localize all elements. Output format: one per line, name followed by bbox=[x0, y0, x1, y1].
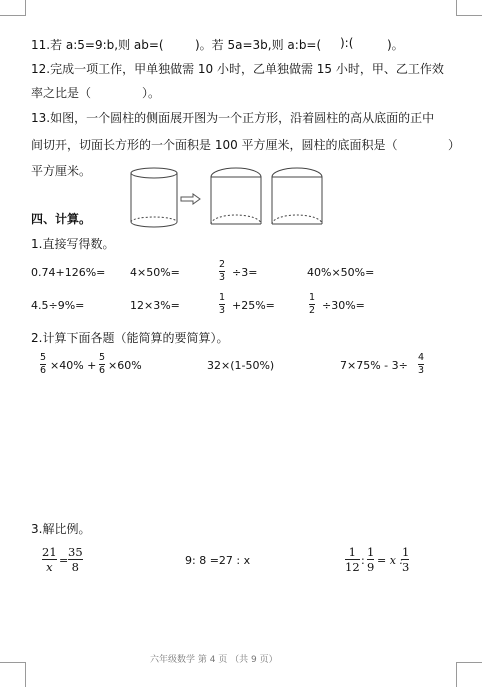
p1-r2-d-rest: ÷30%= bbox=[322, 299, 365, 312]
p3-p3-colon: : bbox=[361, 554, 365, 567]
part3-title: 3.解比例。 bbox=[31, 522, 91, 536]
q11-part-a: 11.若 a:5=9:b,则 ab=( bbox=[31, 38, 164, 52]
p3-p1-left-fraction: 21 x bbox=[42, 545, 57, 574]
q11-part-d: )。 bbox=[387, 38, 404, 52]
q13-line2b: ） bbox=[448, 138, 461, 152]
p1-r1-c-fraction: 2 3 bbox=[219, 259, 226, 283]
q11-part-c: ):( bbox=[340, 36, 354, 50]
p1-r2-b: 12×3%= bbox=[130, 299, 180, 312]
section-4-title: 四、计算。 bbox=[31, 212, 92, 226]
whole-cylinder bbox=[131, 168, 177, 227]
corner-mark-top-right-v bbox=[456, 0, 457, 15]
corner-mark-bottom-left-h bbox=[0, 662, 26, 663]
arrow-icon bbox=[181, 194, 200, 204]
part1-title: 1.直接写得数。 bbox=[31, 237, 115, 251]
q13-line1: 13.如图，一个圆柱的侧面展开图为一个正方形，沿着圆柱的高从底面的正中 bbox=[31, 111, 435, 125]
p3-p3-fraction-b: 1 9 bbox=[367, 545, 375, 574]
p2-e1-text-2: ×60% bbox=[108, 359, 142, 372]
part2-title: 2.计算下面各题（能简算的要简算）。 bbox=[31, 331, 229, 345]
q12-line1: 12.完成一项工作，甲单独做需 10 小时，乙单独做需 15 小时，甲、乙工作效 bbox=[31, 62, 444, 76]
corner-mark-bottom-right-v bbox=[456, 662, 457, 687]
p3-p3-middle: = x : bbox=[377, 554, 404, 567]
p1-r2-a: 4.5÷9%= bbox=[31, 299, 85, 312]
p3-p1-right-fraction: 35 8 bbox=[68, 545, 83, 574]
p2-e1-text-1: ×40% + bbox=[50, 359, 97, 372]
p1-r1-d: 40%×50%= bbox=[307, 266, 375, 279]
p3-p3-fraction-a: 1 12 bbox=[345, 545, 360, 574]
p1-r1-a: 0.74+126%= bbox=[31, 266, 106, 279]
p1-r2-c-fraction: 1 3 bbox=[219, 292, 226, 316]
corner-mark-bottom-right-h bbox=[456, 662, 482, 663]
corner-mark-top-left-v bbox=[25, 0, 26, 15]
q12-line2a: 率之比是（ bbox=[31, 86, 92, 100]
p2-e3-fraction: 4 3 bbox=[418, 352, 425, 376]
half-cylinder-left bbox=[211, 168, 261, 224]
q13-line3: 平方厘米。 bbox=[31, 164, 92, 178]
q12-line2b: ）。 bbox=[142, 86, 161, 100]
p2-e3-text: 7×75% - 3÷ bbox=[340, 359, 408, 372]
p1-r2-d-fraction: 1 2 bbox=[309, 292, 316, 316]
p2-e1-fraction-2: 5 6 bbox=[99, 352, 106, 376]
p2-e2: 32×(1-50%) bbox=[207, 359, 275, 372]
corner-mark-bottom-left-v bbox=[25, 662, 26, 687]
p3-p1-equals: = bbox=[59, 554, 69, 567]
corner-mark-top-left-h bbox=[0, 15, 26, 16]
p3-p3-fraction-c: 1 3 bbox=[402, 545, 410, 574]
p2-e1-fraction-1: 5 6 bbox=[40, 352, 47, 376]
half-cylinder-right bbox=[272, 168, 322, 224]
p1-r2-c-rest: +25%= bbox=[232, 299, 275, 312]
p1-r1-b: 4×50%= bbox=[130, 266, 180, 279]
q13-line2a: 间切开，切面长方形的一个面积是 100 平方厘米，圆柱的底面积是（ bbox=[31, 138, 398, 152]
p3-p2: 9: 8 =27 : x bbox=[185, 554, 251, 567]
cylinder-cut-figure bbox=[126, 164, 356, 236]
p1-r1-c-rest: ÷3= bbox=[232, 266, 258, 279]
corner-mark-top-right-h bbox=[456, 15, 482, 16]
page-footer: 六年级数学 第 4 页 （共 9 页） bbox=[150, 655, 278, 665]
q11-part-b: )。若 5a=3b,则 a:b=( bbox=[195, 38, 322, 52]
